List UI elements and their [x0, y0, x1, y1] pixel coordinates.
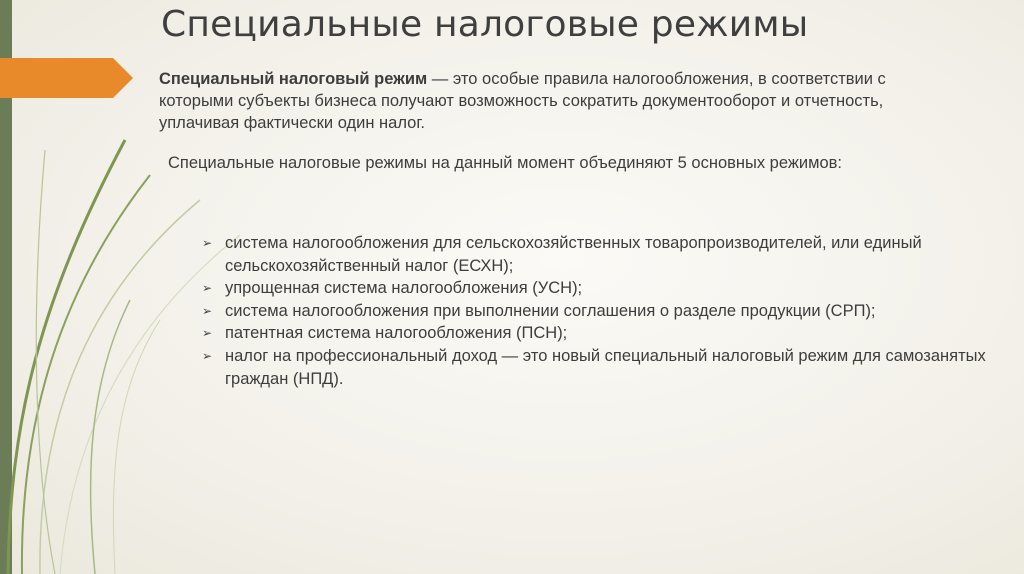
slide-title: Специальные налоговые режимы: [161, 4, 809, 45]
list-item-text: патентная система налогообложения (ПСН);: [225, 324, 568, 343]
regimes-list: [200, 232, 1000, 390]
arrow-bullet-icon: ➢: [202, 326, 213, 341]
list-item: [200, 345, 1000, 390]
list-item-text: система налогообложения для сельскохозяйственных товаропроизводителей, или единый сельскохозяйственный налог (ЕСХН);: [225, 234, 922, 275]
arrow-bullet-icon: ➢: [202, 348, 213, 363]
list-item: [200, 300, 1000, 323]
definition-term: Специальный налоговый режим: [159, 70, 428, 88]
list-item: [200, 277, 1000, 300]
arrow-bullet-icon: ➢: [202, 236, 213, 250]
arrow-bullet-icon: ➢: [202, 303, 213, 318]
orange-title-arrow: [0, 58, 133, 98]
definition-text: — это особые правила налогообложения, в соответствии с которыми субъекты бизнеса получают возможность сократить документооборот и отчетность, уплачивая фактически один налог.: [159, 70, 886, 132]
definition-paragraph: [159, 68, 939, 134]
list-item: [200, 232, 1000, 277]
list-item-text: налог на профессиональный доход — это новый специальный налоговый режим для самозанятых граждан (НПД).: [225, 346, 986, 388]
summary-text: Специальные налоговые режимы на данный момент объединяют 5 основных режимов:: [168, 154, 842, 172]
list-item: [200, 322, 1000, 345]
arrow-bullet-icon: ➢: [202, 281, 213, 296]
list-item-text: упрощенная система налогообложения (УСН);: [225, 279, 583, 298]
list-item-text: система налогообложения при выполнении соглашения о разделе продукции (СРП);: [225, 301, 876, 320]
